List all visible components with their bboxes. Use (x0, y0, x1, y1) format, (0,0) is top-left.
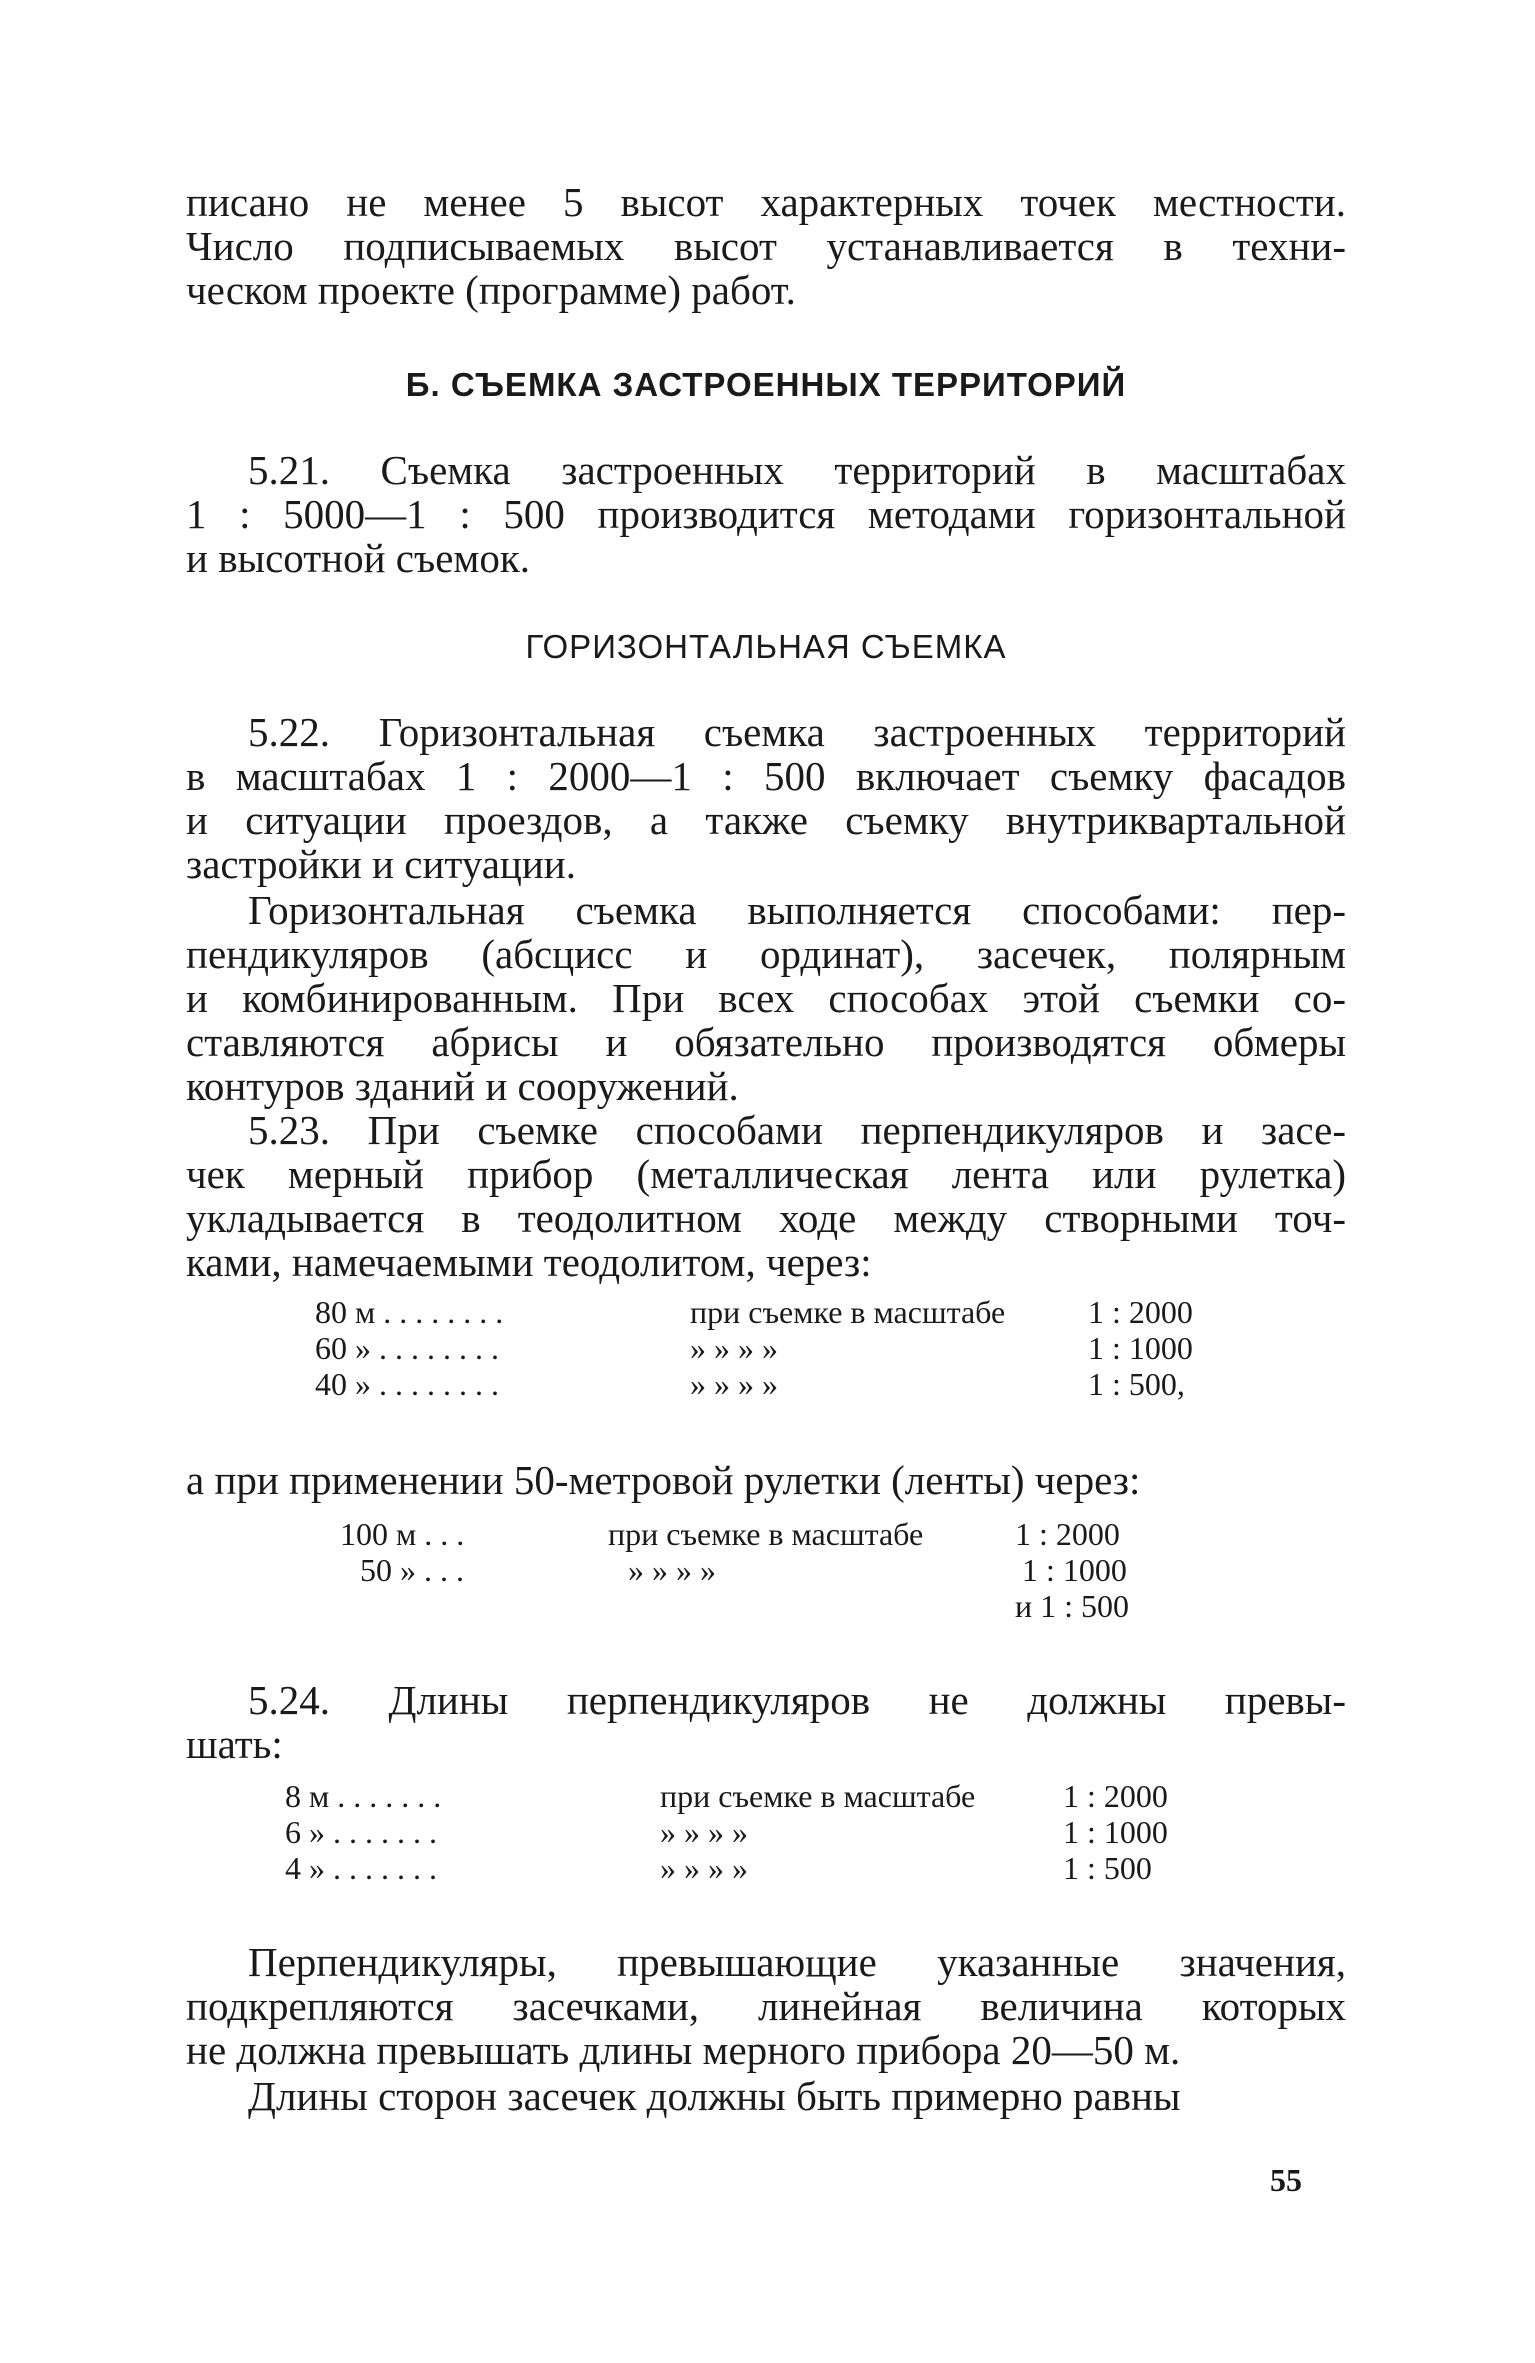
scale-cell: 1 : 1000 (1088, 1330, 1193, 1366)
text-line: контуров зданий и сооружений. (186, 1063, 739, 1109)
text-line: а при применении 50-метровой рулетки (ленты) через: (186, 1457, 1141, 1503)
section-heading: Б. СЪЕМКА ЗАСТРОЕННЫХ ТЕРРИТОРИЙ (405, 366, 1127, 403)
distance-cell: 80 м . . . . . . . . (315, 1294, 504, 1330)
paragraph-5-24 (186, 1678, 1346, 1766)
scale-cell: 1 : 1000 (1022, 1552, 1127, 1588)
condition-cell: при съемке в масштабе (690, 1294, 1006, 1330)
distance-cell: 8 м . . . . . . . (285, 1778, 442, 1814)
paragraph-last (186, 2074, 1346, 2118)
distance-cell: 40 » . . . . . . . . (315, 1366, 499, 1402)
text-line: 5.22. Горизонтальная съемка застроенных территорий (248, 709, 1346, 755)
table-row (285, 1778, 1235, 1814)
distance-cell: 100 м . . . (340, 1516, 465, 1552)
table-row (315, 1366, 1235, 1402)
paragraph-5-21 (186, 448, 1346, 580)
distance-cell: 60 » . . . . . . . . (315, 1330, 499, 1366)
paragraph-5-23 (186, 1108, 1346, 1284)
subheading: ГОРИЗОНТАЛЬНАЯ СЪЕМКА (525, 628, 1007, 665)
table-row (340, 1552, 1240, 1588)
distance-table-3 (285, 1778, 1235, 1886)
table-row (340, 1516, 1240, 1552)
scale-cell: 1 : 2000 (1015, 1516, 1120, 1552)
text-line: и комбинированным. При всех способах этой съемки со- (186, 975, 1346, 1021)
table-row (340, 1588, 1240, 1624)
scale-cell: 1 : 500, (1088, 1366, 1185, 1402)
text-line: чек мерный прибор (металлическая лента или рулетка) (186, 1151, 1346, 1197)
text-line: Перпендикуляры, превышающие указанные значения, (248, 1939, 1346, 1985)
text-line: 5.24. Длины перпендикуляров не должны превы- (248, 1677, 1346, 1723)
top-paragraph (186, 180, 1346, 312)
paragraph-5-22 (186, 710, 1346, 886)
table-row (315, 1330, 1235, 1366)
distance-table-2 (340, 1516, 1240, 1624)
text-line: шать: (186, 1721, 283, 1767)
table-row (285, 1850, 1235, 1886)
text-line: застройки и ситуации. (186, 841, 577, 887)
condition-cell: » » » » (660, 1814, 748, 1850)
text-line: ческом проекте (программе) работ. (186, 267, 796, 313)
text-line: 5.23. При съемке способами перпендикуляров и засе- (248, 1107, 1346, 1153)
scale-cell: 1 : 2000 (1088, 1294, 1193, 1330)
condition-cell: » » » » (690, 1366, 778, 1402)
condition-cell: » » » » (690, 1330, 778, 1366)
distance-cell: 50 » . . . (360, 1552, 464, 1588)
text-line: подкрепляются засечками, линейная величина которых (186, 1983, 1346, 2029)
condition-cell: при съемке в масштабе (660, 1778, 976, 1814)
table-row (285, 1814, 1235, 1850)
paragraph-perpendiculars (186, 1940, 1346, 2072)
text-line: не должна превышать длины мерного прибора 20—50 м. (186, 2027, 1181, 2073)
text-line: пендикуляров (абсцисс и ординат), засечек, полярным (186, 931, 1346, 977)
table-row (315, 1294, 1235, 1330)
text-line: писано не менее 5 высот характерных точек местности. (186, 179, 1346, 225)
text-line: в масштабах 1 : 2000—1 : 500 включает съемку фасадов (186, 753, 1346, 799)
paragraph-methods (186, 888, 1346, 1108)
distance-table-1 (315, 1294, 1235, 1402)
text-line: укладывается в теодолитном ходе между створными точ- (186, 1195, 1346, 1241)
text-line: и ситуации проездов, а также съемку внутриквартальной (186, 797, 1346, 843)
scale-cell: 1 : 2000 (1063, 1778, 1168, 1814)
text-line: ставляются абрисы и обязательно производятся обмеры (186, 1019, 1346, 1065)
text-line: Длины сторон засечек должны быть примерно равны (248, 2073, 1181, 2119)
scale-cell: 1 : 1000 (1063, 1814, 1168, 1850)
condition-cell: » » » » (628, 1552, 716, 1588)
scale-cell: 1 : 500 (1063, 1850, 1152, 1886)
text-line: Число подписываемых высот устанавливается в техни- (186, 223, 1346, 269)
condition-cell: » » » » (660, 1850, 748, 1886)
paragraph-roulette (186, 1458, 1346, 1502)
text-line: Горизонтальная съемка выполняется способами: пер- (248, 887, 1346, 933)
text-line: 5.21. Съемка застроенных территорий в масштабах (248, 447, 1346, 493)
distance-cell: 4 » . . . . . . . (285, 1850, 437, 1886)
condition-cell: при съемке в масштабе (608, 1516, 924, 1552)
text-line: 1 : 5000—1 : 500 производится методами горизонтальной (186, 491, 1346, 537)
text-line: и высотной съемок. (186, 535, 531, 581)
scale-cell: и 1 : 500 (1015, 1588, 1130, 1624)
distance-cell: 6 » . . . . . . . (285, 1814, 437, 1850)
page-number: 55 (1270, 2162, 1302, 2198)
text-line: ками, намечаемыми теодолитом, через: (186, 1239, 872, 1285)
